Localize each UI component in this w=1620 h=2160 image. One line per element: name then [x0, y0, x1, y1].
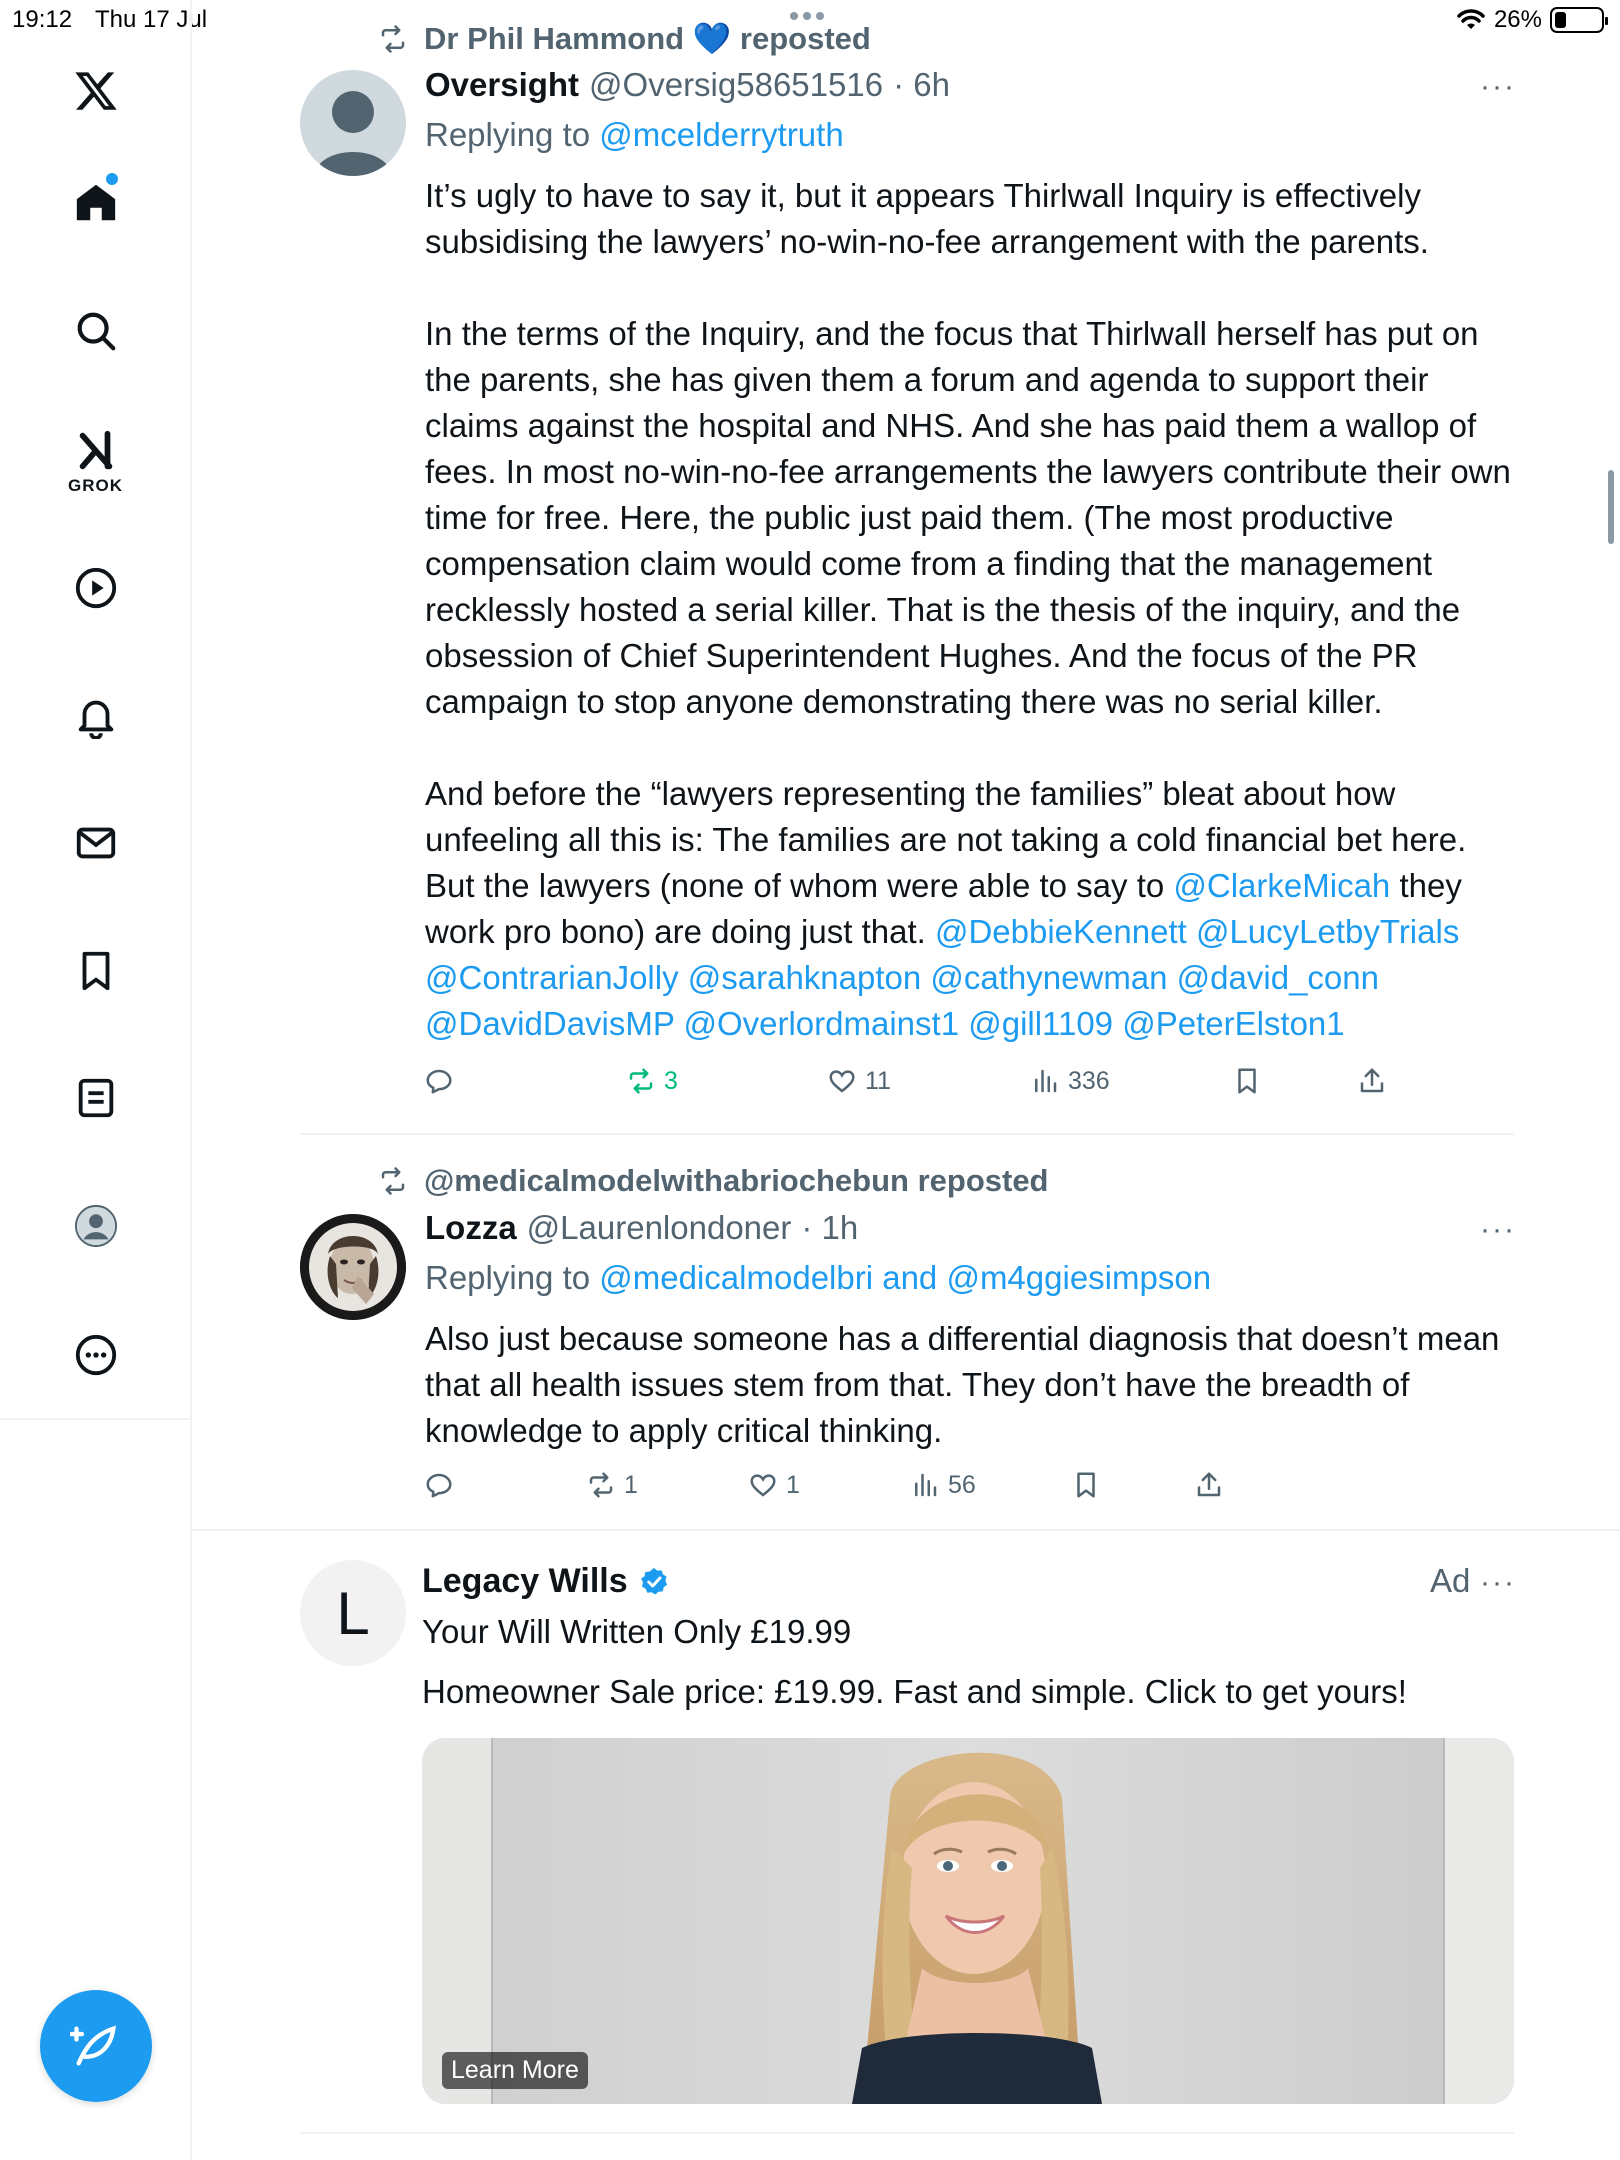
- author-name[interactable]: Lozza: [425, 1209, 517, 1246]
- repost-count: 3: [664, 1066, 678, 1095]
- views-count: 336: [1068, 1066, 1110, 1095]
- tweet-more-button[interactable]: ···: [1480, 1213, 1516, 1246]
- status-time: 19:12: [12, 6, 73, 33]
- notifications-icon[interactable]: [71, 691, 121, 741]
- bookmark-button[interactable]: [1232, 1066, 1262, 1096]
- home-icon[interactable]: [71, 178, 121, 228]
- replying-to-prefix: Replying to: [425, 1259, 591, 1296]
- grok-label: GROK: [68, 476, 123, 495]
- repost-count: 1: [624, 1470, 638, 1499]
- scrollbar-thumb[interactable]: [1608, 470, 1614, 544]
- repost-context-text: @medicalmodelwithabriochebun reposted: [424, 1163, 1049, 1198]
- advertiser-name[interactable]: Legacy Wills: [422, 1562, 628, 1600]
- tweet-separator: [192, 1529, 1620, 1531]
- repost-icon: [586, 1470, 616, 1500]
- like-button[interactable]: [748, 1470, 800, 1500]
- views-button[interactable]: [910, 1470, 976, 1500]
- search-icon[interactable]: [71, 306, 121, 356]
- tweet-paragraph-text: And before the “lawyers representing the families” bleat about how unfeeling all this is: The families are not taking a cold financial bet here. But the lawyers (none of whom were able to say to: [425, 775, 1467, 904]
- ad-more-button[interactable]: ···: [1480, 1566, 1516, 1599]
- author-name[interactable]: Oversight: [425, 66, 580, 103]
- tweet-text: Also just because someone has a differential diagnosis that doesn’t mean that all health issues stem from that. They don’t have the breadth of knowledge to apply critical thinking.: [425, 1320, 1500, 1449]
- advertiser-avatar[interactable]: [300, 1560, 406, 1666]
- ad-headline: Your Will Written Only £19.99: [422, 1613, 852, 1650]
- repost-icon: [376, 1166, 410, 1196]
- like-button[interactable]: [827, 1066, 891, 1096]
- compose-post-button[interactable]: [40, 1990, 152, 2102]
- reply-button[interactable]: [424, 1470, 454, 1500]
- views-button[interactable]: [1030, 1066, 1110, 1096]
- mention-links[interactable]: @DebbieKennett @LucyLetbyTrials @ContrarianJolly @sarahknapton @cathynewman @david_conn @DavidDavisMP @Overlordmainst1 @gill1109 @PeterElston1: [425, 913, 1460, 1042]
- messages-icon[interactable]: [71, 818, 121, 868]
- views-icon: [910, 1470, 940, 1500]
- tweet-time[interactable]: · 6h: [893, 66, 950, 103]
- tweet-time[interactable]: · 1h: [801, 1209, 859, 1246]
- ad-label: Ad: [1430, 1562, 1471, 1599]
- tweet-header: [425, 66, 950, 104]
- like-count: 11: [865, 1066, 891, 1095]
- x-logo-icon[interactable]: [71, 66, 121, 116]
- tweet-paragraph: It’s ugly to have to say it, but it appears Thirlwall Inquiry is effectively subsidising the lawyers’ no-win-no-fee arrangement with the parents.: [425, 177, 1429, 260]
- reply-icon: [424, 1066, 454, 1096]
- tweet-paragraph: [425, 771, 1515, 1047]
- ad-image[interactable]: [422, 1738, 1514, 2104]
- bookmark-icon: [1071, 1470, 1101, 1500]
- repost-button[interactable]: [626, 1066, 678, 1096]
- repost-context: [376, 20, 871, 57]
- share-icon: [1357, 1066, 1387, 1096]
- video-icon[interactable]: [71, 563, 121, 613]
- heart-icon: [827, 1066, 857, 1096]
- replying-to-prefix: Replying to: [425, 116, 591, 153]
- repost-icon: [626, 1066, 656, 1096]
- sidebar: [0, 0, 192, 2160]
- avatar[interactable]: [300, 1214, 406, 1320]
- repost-context-text: Dr Phil Hammond 💙 reposted: [424, 21, 871, 56]
- repost-icon: [376, 24, 410, 54]
- views-icon: [1030, 1066, 1060, 1096]
- more-circle-icon[interactable]: [71, 1330, 121, 1380]
- author-handle[interactable]: @Laurenlondoner: [526, 1209, 792, 1246]
- tweet-paragraph-text: they work pro bono) are doing just that.: [425, 867, 1462, 950]
- replying-to: [425, 1259, 1211, 1297]
- share-button[interactable]: [1357, 1066, 1387, 1096]
- tweet-more-button[interactable]: ···: [1480, 70, 1516, 103]
- mention-link[interactable]: @ClarkeMicah: [1173, 867, 1391, 904]
- tweet-paragraph: In the terms of the Inquiry, and the focus that Thirlwall herself has put on the parents, she has given them a forum and agenda to support their claims against the hospital and NHS. And she has paid them a wallop of fees. In most no-win-no-fee arrangements the lawyers contribute their own time for free. Here, the public just paid them. (The most productive compensation claim would come from a finding that the management recklessly hosted a serial killer. That is the thesis of the inquiry, and the obsession of Chief Superintendent Hughes. And the focus of the PR campaign to stop anyone demonstrating there was no serial killer.: [425, 315, 1511, 720]
- replying-to-handle[interactable]: @medicalmodelbri and @m4ggiesimpson: [599, 1259, 1212, 1296]
- battery-percent: 26%: [1493, 6, 1542, 33]
- verified-badge-icon: [638, 1566, 670, 1598]
- grok-icon[interactable]: [71, 426, 121, 476]
- tweet-header: [425, 1209, 858, 1247]
- tweet-text: [425, 173, 1515, 1047]
- like-count: 1: [786, 1470, 800, 1499]
- views-count: 56: [948, 1470, 976, 1499]
- reply-icon: [424, 1470, 454, 1500]
- ad-header: [422, 1562, 670, 1601]
- status-date: Thu 17 Jul: [95, 6, 208, 33]
- bookmarks-icon[interactable]: [71, 946, 121, 996]
- reply-button[interactable]: [424, 1066, 454, 1096]
- compose-feather-icon: [70, 2020, 122, 2072]
- sidebar-divider: [0, 1418, 192, 1420]
- learn-more-button[interactable]: Learn More: [442, 2052, 588, 2089]
- lists-icon[interactable]: [71, 1073, 121, 1123]
- advertiser-avatar-letter: L: [336, 1579, 370, 1647]
- bookmark-button[interactable]: [1071, 1470, 1101, 1500]
- share-icon: [1194, 1470, 1224, 1500]
- share-button[interactable]: [1194, 1470, 1224, 1500]
- home-unread-dot: [106, 173, 118, 185]
- bookmark-icon: [1232, 1066, 1262, 1096]
- avatar[interactable]: [300, 70, 406, 176]
- repost-button[interactable]: [586, 1470, 638, 1500]
- tweet-separator: [300, 2132, 1514, 2134]
- replying-to: [425, 116, 844, 154]
- author-handle[interactable]: @Oversig58651516: [589, 66, 884, 103]
- ad-text: Homeowner Sale price: £19.99. Fast and simple. Click to get yours!: [422, 1673, 1407, 1710]
- heart-icon: [748, 1470, 778, 1500]
- replying-to-handle[interactable]: @mcelderrytruth: [599, 116, 844, 153]
- tweet-separator: [300, 1133, 1514, 1135]
- repost-context: [376, 1163, 1049, 1199]
- profile-avatar-icon[interactable]: [71, 1201, 121, 1251]
